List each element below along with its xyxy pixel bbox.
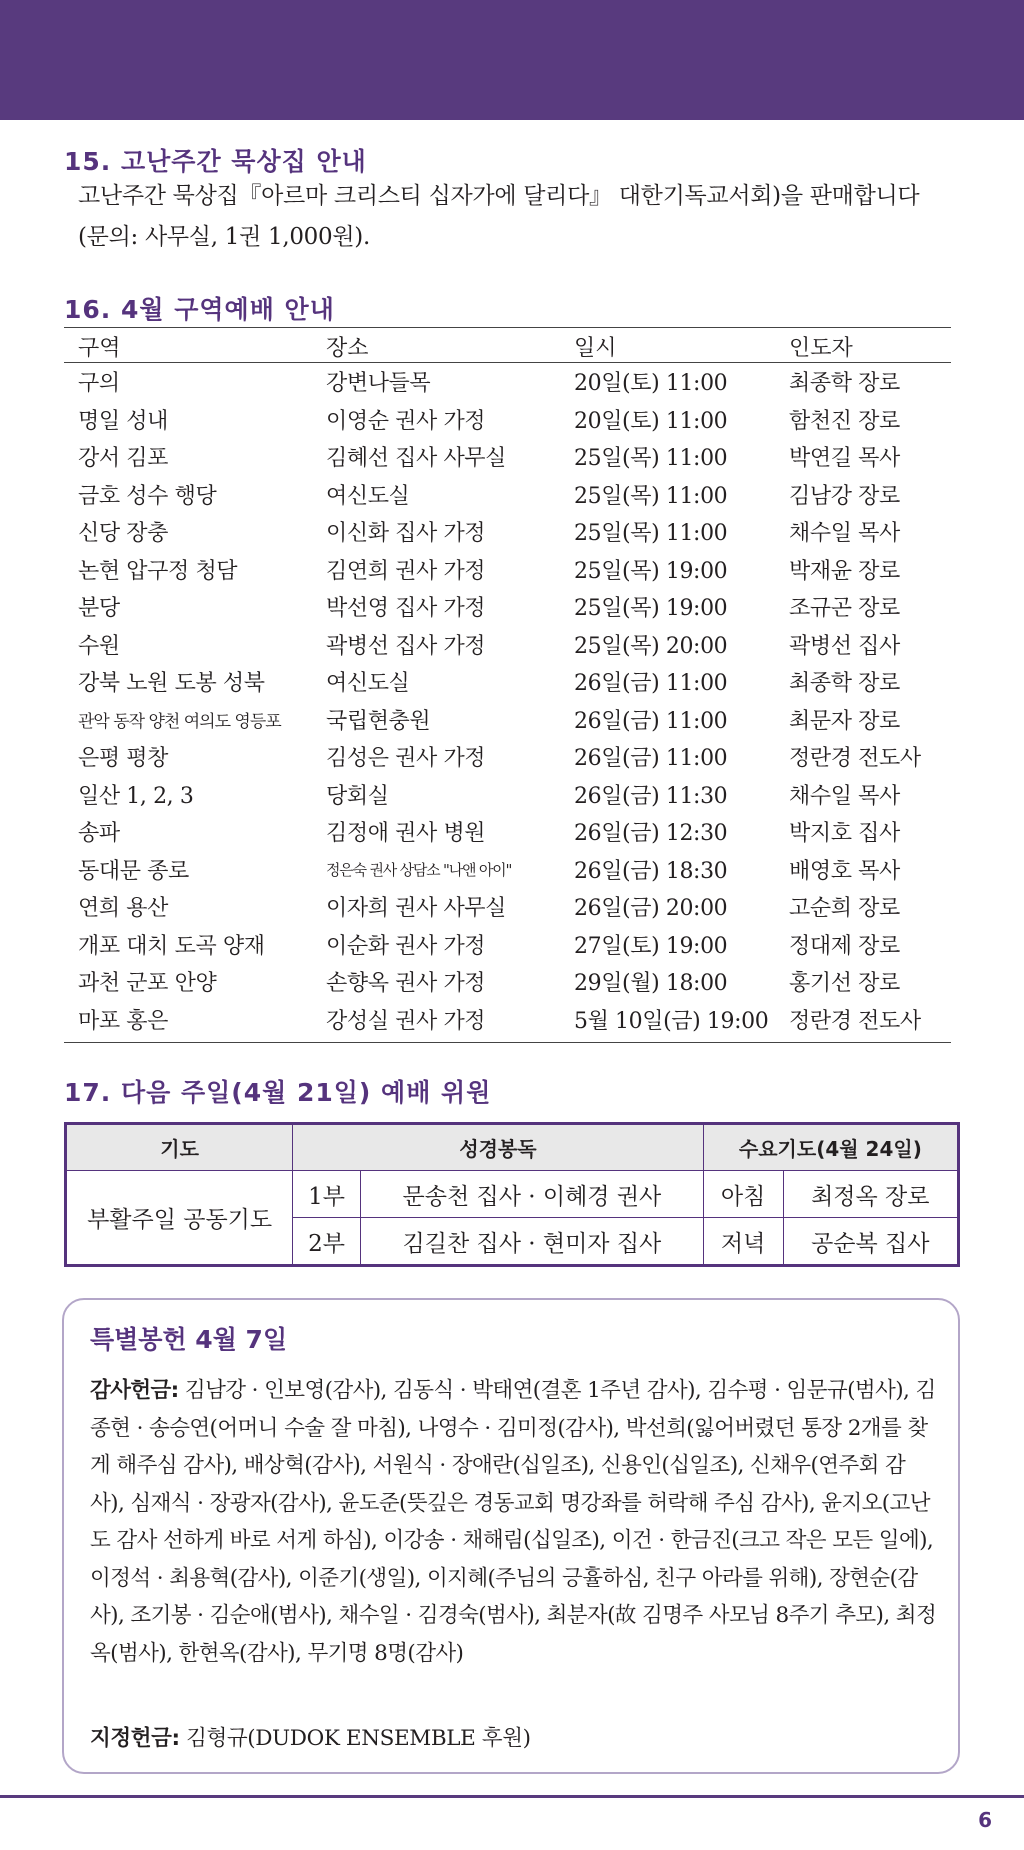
table-row: [64, 513, 951, 551]
cell-leader: 최종학 장로: [789, 671, 900, 697]
cell-leader: 조규곤 장로: [789, 596, 900, 622]
table-row: [64, 701, 951, 739]
evening-leader: 공순복 집사: [783, 1218, 958, 1266]
cell-datetime: 27일(토) 19:00: [574, 933, 728, 959]
cell-leader: 정란경 전도사: [789, 1008, 921, 1034]
service-part-2: 2부: [293, 1218, 361, 1266]
cell-place: 강성실 권사 가정: [326, 1008, 486, 1034]
morning-leader: 최정옥 장로: [783, 1171, 958, 1218]
cell-place: 손향옥 권사 가정: [326, 971, 486, 997]
table-row: [64, 476, 951, 514]
cell-district: 분당: [78, 596, 120, 622]
cell-datetime: 25일(목) 20:00: [574, 633, 728, 659]
table-header: [64, 327, 951, 363]
service-part-1: 1부: [293, 1171, 361, 1218]
cell-place: 당회실: [326, 783, 389, 809]
cell-datetime: 26일(금) 11:00: [574, 671, 728, 697]
cell-district: 수원: [78, 633, 120, 659]
thanks-offering-list: 김남강 · 인보영(감사), 김동식 · 박태연(결혼 1주년 감사), 김수평 · 임문규(범사), 김종현 · 송승연(어머니 수술 잘 마침), 나영수 · 김미정(감사), 박선희(잃어버렸던 통장 2개를 찾게 해주심 감사), 배상혁(감사), 서원식 · 장애란(십일조), 신용인(십일조), 신채우(연주회 감사), 심재식 · 장광자(감사), 윤도준(뜻깊은 경동교회 명강좌를 허락해 주심 감사), 윤지오(고난도 감사 선하게 바로 서게 하심), 이강송 · 채해림(십일조), 이건 · 한금진(크고 작은 모든 일에), 이정석 · 최용혁(감사), 이준기(생일), 이지혜(주님의 긍휼하심, 친구 아라를 위해), 장현순(감사), 조기봉 · 김순애(범사), 채수일 · 김경숙(범사), 최분자(故 김명주 사모님 8주기 추모), 최정옥(범사), 한현옥(감사), 무기명 8명(감사): [90, 1378, 937, 1666]
table-row: [64, 851, 951, 889]
cell-leader: 최종학 장로: [789, 371, 900, 397]
cell-district: 구의: [78, 371, 120, 397]
cell-datetime: 26일(금) 12:30: [574, 821, 728, 847]
cell-district: 신당 장충: [78, 521, 169, 547]
cell-district: 강서 김포: [78, 446, 169, 472]
table-row: [64, 401, 951, 439]
cell-district: 일산 1, 2, 3: [78, 783, 194, 809]
head-bible-reading: 성경봉독: [293, 1124, 704, 1171]
cell-place: 김성은 권사 가정: [326, 746, 486, 772]
cell-datetime: 26일(금) 11:00: [574, 746, 728, 772]
table-row: [64, 888, 951, 926]
page-number: 6: [978, 1808, 992, 1832]
header-district: 구역: [78, 336, 121, 361]
header-leader: 인도자: [789, 336, 853, 361]
table-row: [64, 626, 951, 664]
section-15-line-1: 고난주간 묵상집『아르마 크리스티 십자가에 달리다』 대한기독교서회)을 판매합니다: [78, 183, 920, 209]
cell-place: 김연희 권사 가정: [326, 558, 486, 584]
cell-district: 강북 노원 도봉 성북: [78, 671, 265, 697]
table-row: [64, 963, 951, 1001]
cell-datetime: 25일(목) 11:00: [574, 446, 728, 472]
reader-part-1: 문송천 집사 · 이혜경 권사: [361, 1171, 704, 1218]
table-row: [64, 776, 951, 814]
cell-place: 이신화 집사 가정: [326, 521, 486, 547]
cell-district: 관악 동작 양천 여의도 영등포: [78, 711, 281, 732]
header-band: [0, 0, 1024, 120]
cell-place: 곽병선 집사 가정: [326, 633, 486, 659]
cell-datetime: 5월 10일(금) 19:00: [574, 1008, 769, 1034]
cell-leader: 함천진 장로: [789, 408, 900, 434]
cell-datetime: 26일(금) 20:00: [574, 896, 728, 922]
thanks-offering-text: [90, 1372, 938, 1672]
cell-place: 김정애 권사 병원: [326, 821, 486, 847]
cell-place: 여신도실: [326, 483, 410, 509]
table-row: [64, 1001, 951, 1039]
cell-district: 연희 용산: [78, 896, 169, 922]
cell-leader: 곽병선 집사: [789, 633, 900, 659]
morning-label: 아침: [703, 1171, 783, 1218]
designated-offering-label: 지정헌금:: [90, 1726, 180, 1751]
cell-leader: 정대제 장로: [789, 933, 900, 959]
cell-datetime: 25일(목) 19:00: [574, 558, 728, 584]
thanks-offering-label: 감사헌금:: [90, 1378, 179, 1403]
footer-rule: [0, 1795, 1024, 1798]
cell-leader: 박연길 목사: [789, 446, 900, 472]
cell-leader: 고순희 장로: [789, 896, 900, 922]
cell-district: 동대문 종로: [78, 858, 189, 884]
cell-district: 개포 대치 도곡 양재: [78, 933, 265, 959]
table-row: [64, 363, 951, 401]
table-row: [64, 663, 951, 701]
cell-district: 송파: [78, 821, 120, 847]
cell-datetime: 26일(금) 11:30: [574, 783, 728, 809]
cell-leader: 박지호 집사: [789, 821, 900, 847]
table-row: [64, 551, 951, 589]
cell-datetime: 25일(목) 11:00: [574, 483, 728, 509]
special-offering-box: [62, 1298, 960, 1774]
evening-label: 저녁: [703, 1218, 783, 1266]
cell-place: 김혜선 집사 사무실: [326, 446, 507, 472]
cell-datetime: 26일(금) 11:00: [574, 708, 728, 734]
table-body: [64, 363, 951, 1038]
worship-committee-table: [64, 1122, 960, 1267]
cell-district: 과천 군포 안양: [78, 971, 217, 997]
cell-place: 국립현충원: [326, 708, 431, 734]
cell-district: 논현 압구정 청담: [78, 558, 238, 584]
cell-place: 이순화 권사 가정: [326, 933, 486, 959]
cell-leader: 최문자 장로: [789, 708, 900, 734]
cell-place: 이자희 권사 사무실: [326, 896, 507, 922]
section-17-title: 17. 다음 주일(4월 21일) 예배 위원: [64, 1078, 492, 1107]
reader-part-2: 김길찬 집사 · 현미자 집사: [361, 1218, 704, 1266]
table-row: [64, 588, 951, 626]
table-bottom-rule: [64, 1038, 951, 1043]
head-prayer: 기도: [66, 1124, 293, 1171]
cell-place: 이영순 권사 가정: [326, 408, 486, 434]
cell-district: 마포 홍은: [78, 1008, 169, 1034]
header-place: 장소: [326, 336, 369, 361]
cell-district: 금호 성수 행당: [78, 483, 217, 509]
cell-datetime: 20일(토) 11:00: [574, 408, 728, 434]
designated-offering-list: 김형규(DUDOK ENSEMBLE 후원): [179, 1726, 531, 1751]
cell-district: 은평 평창: [78, 746, 169, 772]
cell-datetime: 25일(목) 19:00: [574, 596, 728, 622]
cell-leader: 정란경 전도사: [789, 746, 921, 772]
cell-datetime: 26일(금) 18:30: [574, 858, 728, 884]
cell-place: 박선영 집사 가정: [326, 596, 486, 622]
section-15-title: 15. 고난주간 묵상집 안내: [64, 147, 367, 176]
table-row: [64, 738, 951, 776]
cell-datetime: 25일(목) 11:00: [574, 521, 728, 547]
table-row: [64, 813, 951, 851]
offering-title: 특별봉헌 4월 7일: [90, 1325, 288, 1354]
table-row: [64, 926, 951, 964]
head-wednesday-prayer: 수요기도(4월 24일): [703, 1124, 958, 1171]
cell-datetime: 29일(월) 18:00: [574, 971, 728, 997]
cell-district: 명일 성내: [78, 408, 169, 434]
prayer-cell: 부활주일 공동기도: [66, 1171, 293, 1266]
cell-place: 강변나들목: [326, 371, 431, 397]
cell-place: 정은숙 권사 상담소 "나앤 아이": [326, 860, 512, 879]
cell-leader: 채수일 목사: [789, 783, 900, 809]
section-16-title: 16. 4월 구역예배 안내: [64, 295, 335, 324]
header-datetime: 일시: [574, 336, 617, 361]
cell-datetime: 20일(토) 11:00: [574, 371, 728, 397]
cell-place: 여신도실: [326, 671, 410, 697]
cell-leader: 박재윤 장로: [789, 558, 900, 584]
cell-leader: 김남강 장로: [789, 483, 900, 509]
cell-leader: 홍기선 장로: [789, 971, 900, 997]
table-row: [64, 438, 951, 476]
designated-offering-text: [90, 1724, 531, 1754]
district-worship-table: [64, 327, 951, 1043]
section-15-line-2: (문의: 사무실, 1권 1,000원).: [78, 224, 370, 250]
cell-leader: 채수일 목사: [789, 521, 900, 547]
cell-leader: 배영호 목사: [789, 858, 900, 884]
